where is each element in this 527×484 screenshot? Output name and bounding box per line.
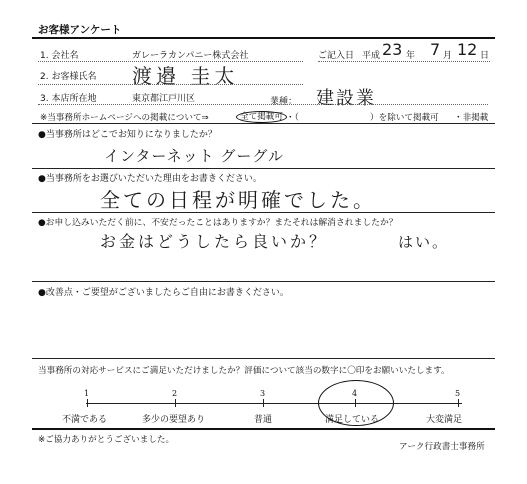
address-value: 東京都江戸川区 bbox=[132, 94, 196, 104]
publish-option-all: 全て掲載可 bbox=[236, 111, 287, 123]
section-rule-2 bbox=[32, 168, 495, 169]
day-unit: 日 bbox=[480, 51, 490, 61]
scale-line bbox=[86, 403, 462, 404]
question-4-label: ●改善点・ご要望がございましたらご自由にお書きください。 bbox=[38, 288, 289, 298]
year-unit: 年 bbox=[406, 51, 416, 61]
month-value: 7 bbox=[430, 40, 441, 59]
form-title: お客様アンケート bbox=[38, 24, 122, 36]
footer-office: アーク行政書士事務所 bbox=[399, 442, 485, 452]
row3-rule bbox=[38, 104, 488, 105]
question-3-answer-2: はい。 bbox=[398, 233, 450, 251]
industry-value: 建設業 bbox=[316, 88, 376, 109]
scale-label-4: 満足している bbox=[325, 415, 380, 425]
era-label: 平成 bbox=[362, 51, 381, 61]
satisfaction-question: 当事務所の対応サービスにご満足いただけましたか？評価について該当の数字に〇印をお願いいたします。 bbox=[38, 366, 450, 376]
question-2-label: ●当事務所をお選びいただいた理由をお書きください。 bbox=[38, 174, 262, 184]
top-rule bbox=[32, 37, 495, 39]
scale-label-3: 普通 bbox=[254, 415, 273, 425]
row2-rule bbox=[38, 84, 303, 85]
scale-label-1: 不満である bbox=[62, 415, 108, 425]
scale-number-2: 2 bbox=[172, 389, 178, 398]
day-value: 12 bbox=[457, 40, 478, 59]
publish-paren-close: ）を除いて掲載可 bbox=[370, 113, 439, 123]
section-rule-5 bbox=[32, 358, 495, 359]
company-label: 1. 会社名 bbox=[40, 51, 79, 61]
section-rule-1 bbox=[32, 123, 495, 124]
address-label: 3. 本店所在地 bbox=[40, 94, 97, 104]
publish-paren-open: ・（ bbox=[286, 113, 299, 123]
month-unit: 月 bbox=[443, 51, 453, 61]
name-label: 2. お客様氏名 bbox=[40, 72, 97, 82]
scale-tick-2 bbox=[175, 399, 176, 407]
scale-tick-1 bbox=[87, 399, 88, 407]
scale-label-5: 大変満足 bbox=[426, 415, 463, 425]
scale-tick-3 bbox=[263, 399, 264, 407]
footer-thanks: ※ご協力ありがとうございました。 bbox=[38, 435, 175, 445]
scale-number-5: 5 bbox=[455, 389, 461, 398]
publish-option-no: ・非掲載 bbox=[454, 113, 489, 123]
scale-label-2: 多少の要望あり bbox=[142, 415, 206, 425]
bottom-rule bbox=[32, 428, 495, 430]
question-2-answer: 全ての日程が明確でした。 bbox=[100, 188, 376, 212]
question-3-answer: お金はどうしたら良いか？ bbox=[100, 232, 329, 251]
row1-rule-right bbox=[318, 61, 490, 62]
industry-label: 業種： bbox=[270, 97, 298, 107]
question-1-label: ●当事務所はどこでお知りになりましたか？ bbox=[38, 130, 217, 140]
name-value: 渡邉 圭太 bbox=[132, 64, 239, 88]
company-value: ガレーラカンパニー株式会社 bbox=[132, 51, 249, 61]
year-value: 23 bbox=[382, 40, 403, 59]
section-rule-4 bbox=[32, 281, 495, 282]
question-1-answer: インターネット グーグル bbox=[104, 147, 284, 165]
scale-number-1: 1 bbox=[84, 389, 90, 398]
scale-number-4: 4 bbox=[352, 389, 358, 398]
question-3-label: ●お申し込みいただく前に、不安だったことはありますか？またそれは解消されましたか？ bbox=[38, 218, 398, 228]
section-rule-3 bbox=[32, 212, 495, 213]
publish-note: ※当事務所ホームページへの掲載について⇒ bbox=[40, 113, 209, 123]
scale-number-3: 3 bbox=[260, 389, 266, 398]
date-prefix: ご記入日 bbox=[318, 51, 355, 61]
scale-tick-5 bbox=[458, 399, 459, 407]
selected-rating-circle bbox=[318, 380, 394, 426]
